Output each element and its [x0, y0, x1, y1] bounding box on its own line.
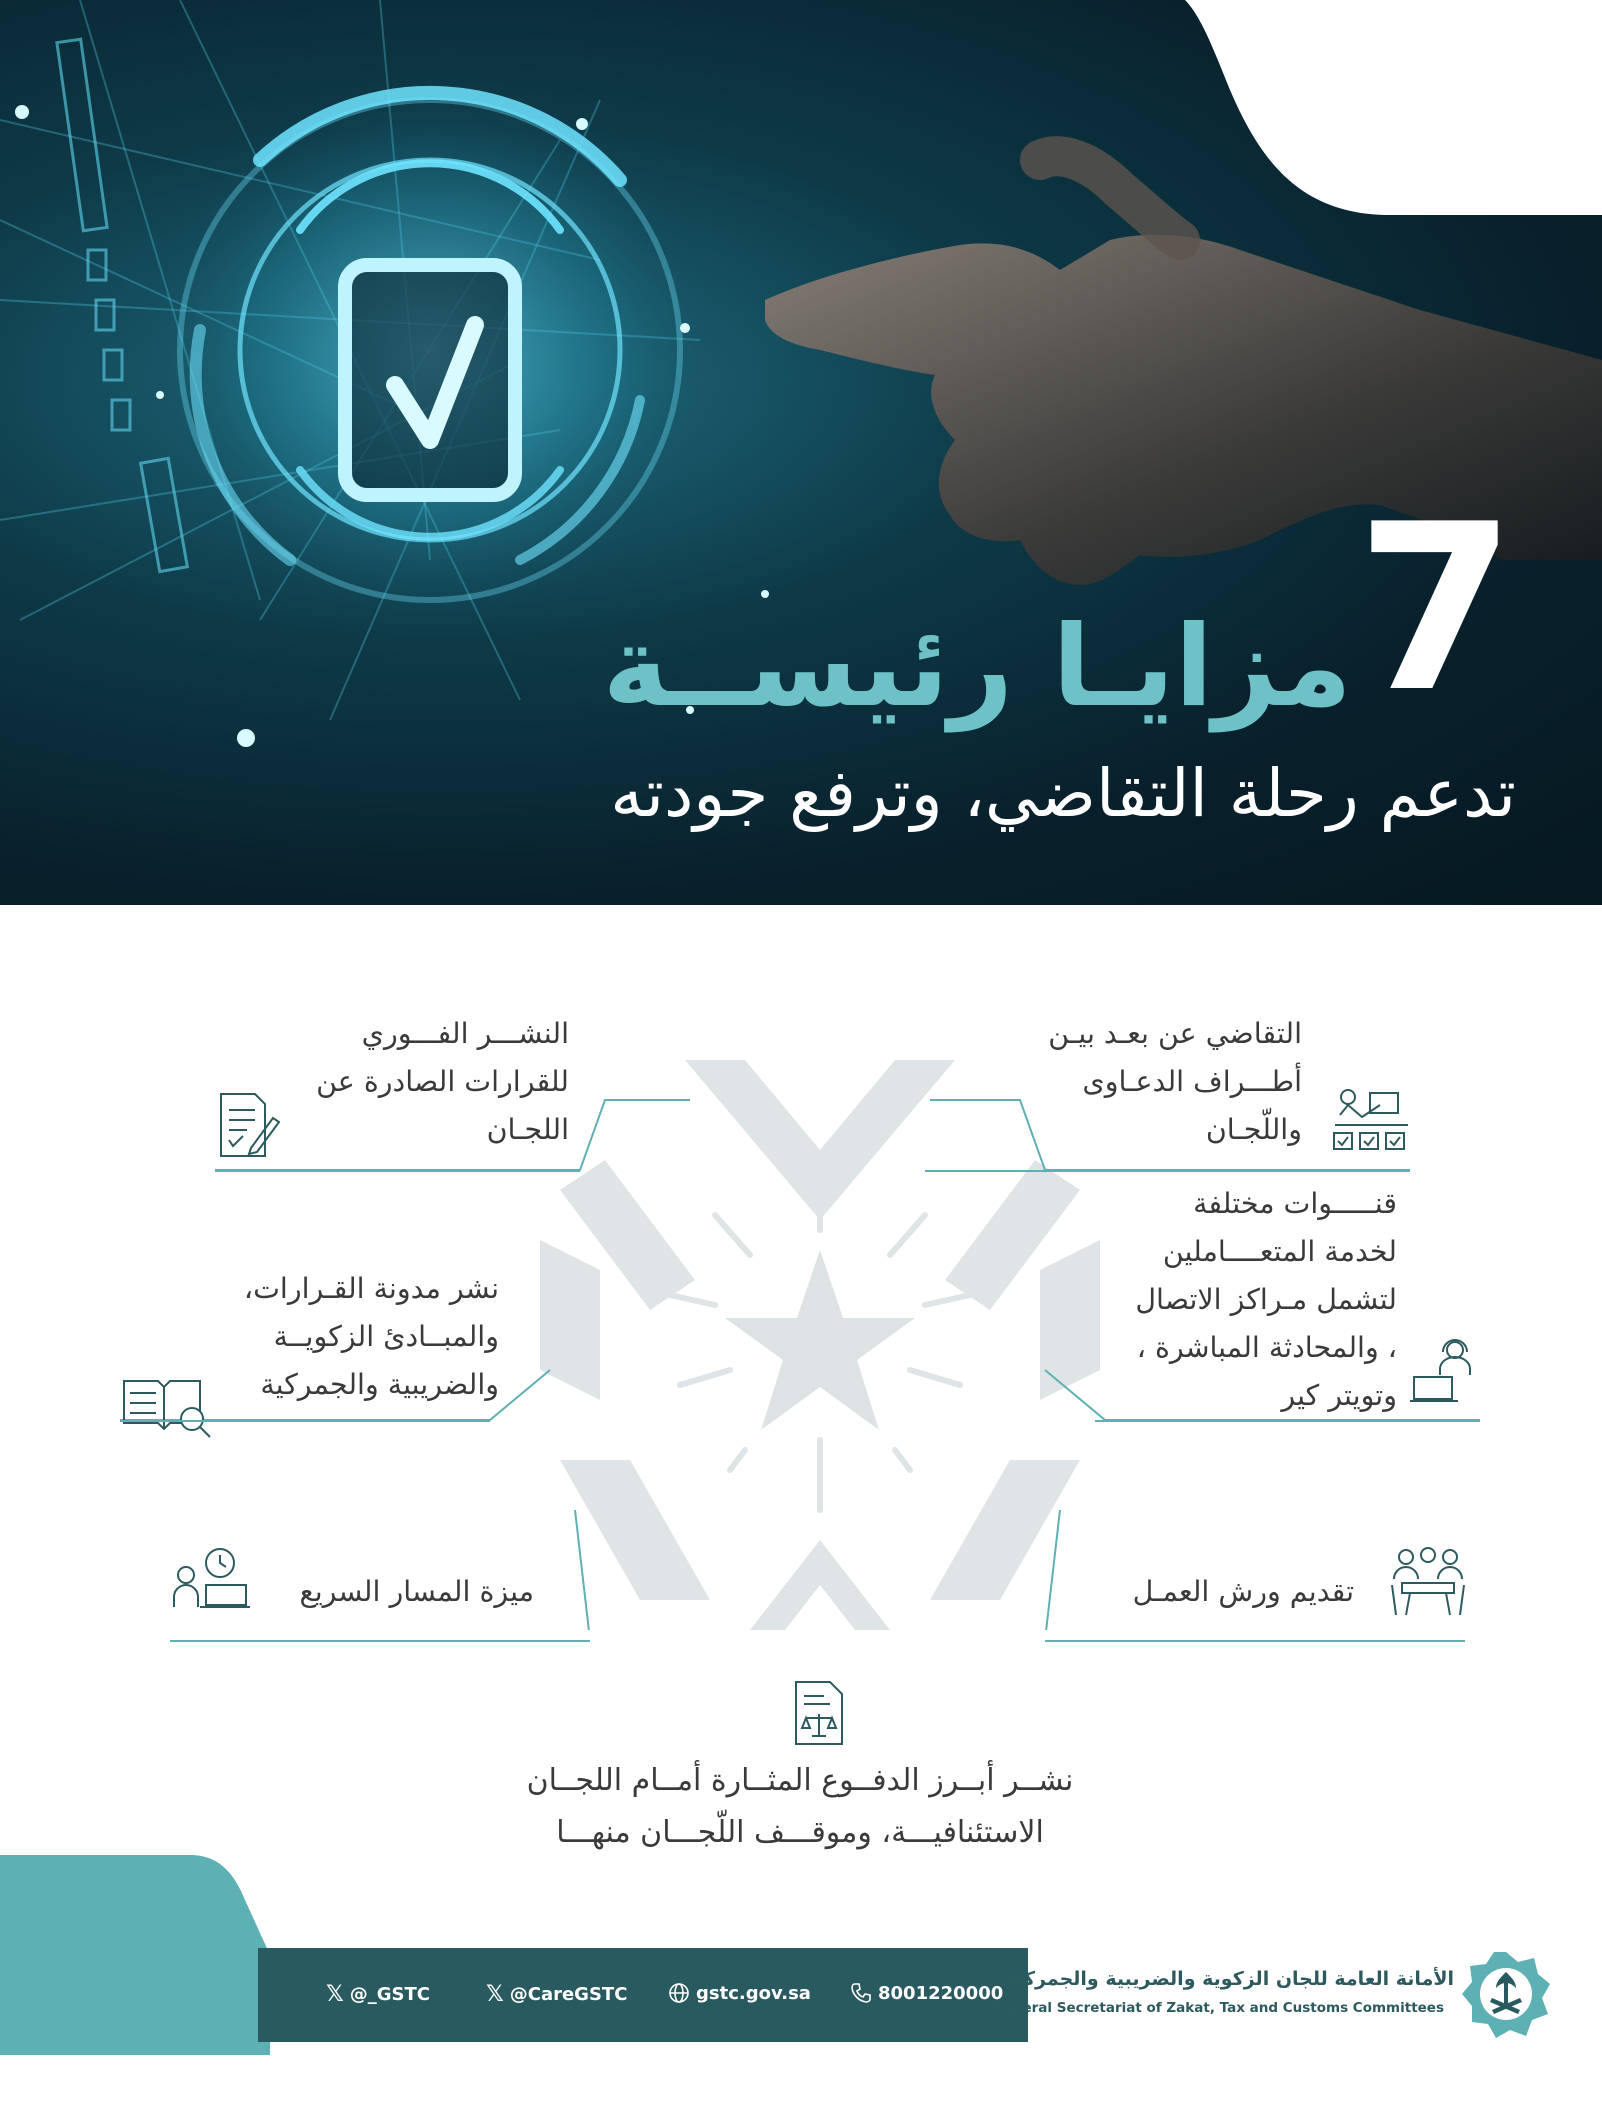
x-icon: 𝕏 [486, 1982, 504, 2007]
care-handle-link[interactable] [486, 1982, 627, 2007]
phone-link[interactable] [850, 1982, 1003, 2004]
org-logo [1460, 1948, 1552, 2040]
legal-document-icon [790, 1678, 850, 1748]
x-handle-text: @_GSTC [349, 1984, 430, 2005]
org-name-english: General Secretariat of Zakat, Tax and Customs Committees [992, 2000, 1444, 2016]
hero-banner [0, 0, 1602, 905]
book-search-icon [120, 1375, 215, 1440]
feature-count: 7 [1355, 476, 1516, 743]
care-handle-text: @CareGSTC [509, 1984, 628, 2005]
website-link[interactable] [668, 1982, 811, 2004]
feature-service-channels: قنـــــوات مختلفة لخدمة المتعــــاملين لتشمل مـراكز الاتصال ، والمحادثة المباشرة ، وتويتر كير [1135, 1187, 1397, 1412]
feature-appeals-defenses: نشــر أبــرز الدفــوع المثــارة أمــام اللجــان الاستئنافيـــة، وموقـــف اللّجـــان منهـــا [526, 1763, 1074, 1850]
x-icon: 𝕏 [326, 1982, 344, 2007]
phone-icon [850, 1982, 872, 2004]
phone-text: 8001220000 [878, 1982, 1004, 2004]
x-handle-link[interactable] [326, 1982, 430, 2007]
fast-track-icon [170, 1545, 255, 1615]
corner-shape [1185, 0, 1602, 215]
call-center-icon [1410, 1335, 1480, 1405]
feature-remote-litigation: التقاضي عن بعـد بيـن أطـــراف الدعـاوى واللّجـان [1048, 1017, 1302, 1146]
hero-subtitle: تدعم رحلة التقاضي، وترفع جودته [610, 755, 1516, 832]
hero-title: مزايـا رئيســة [602, 602, 1352, 732]
document-edit-icon [215, 1090, 280, 1160]
workshop-icon [1388, 1545, 1468, 1620]
feature-fast-track: ميزة المسار السريع [299, 1575, 534, 1608]
feature-decisions-codex: نشر مدونة القـرارات، والمبــادئ الزكويــة والضريبية والجمركية [243, 1272, 499, 1401]
globe-icon [668, 1982, 690, 2004]
footer-contact-bar [258, 1948, 1028, 2042]
website-text: gstc.gov.sa [696, 1982, 811, 2004]
feature-instant-publishing: النشـــر الفـــوري للقرارات الصادرة عن اللجـان [316, 1017, 569, 1146]
remote-litigation-icon [1330, 1085, 1410, 1155]
org-name-arabic: الأمانة العامة للجان الزكوية والضريبية والجمركية [1004, 1968, 1454, 1990]
footer-accent-shape [0, 1855, 270, 2055]
feature-workshops: تقديم ورش العمـل [1132, 1575, 1354, 1608]
